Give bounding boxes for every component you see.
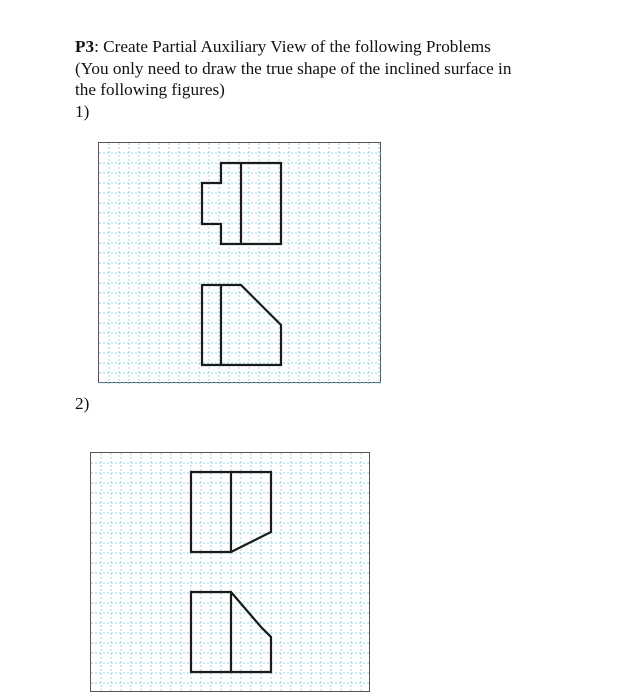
problem-instruction-line-1: (You only need to draw the true shape of the inclined surface in <box>75 58 512 78</box>
problem-label: P3 <box>75 37 95 56</box>
problem-title: : Create Partial Auxiliary View of the following Problems <box>94 37 491 56</box>
problem-instruction-line-2: the following figures) <box>75 80 225 99</box>
problem-1-number: 1) <box>75 102 90 121</box>
problem-heading <box>75 36 595 101</box>
problem-1-figure <box>98 142 381 383</box>
problem-1-drawing <box>99 143 382 384</box>
problem-2-figure <box>90 452 370 692</box>
problem-2-number: 2) <box>75 394 90 413</box>
problem-2-drawing <box>91 453 371 693</box>
problem-title-line <box>75 36 595 58</box>
